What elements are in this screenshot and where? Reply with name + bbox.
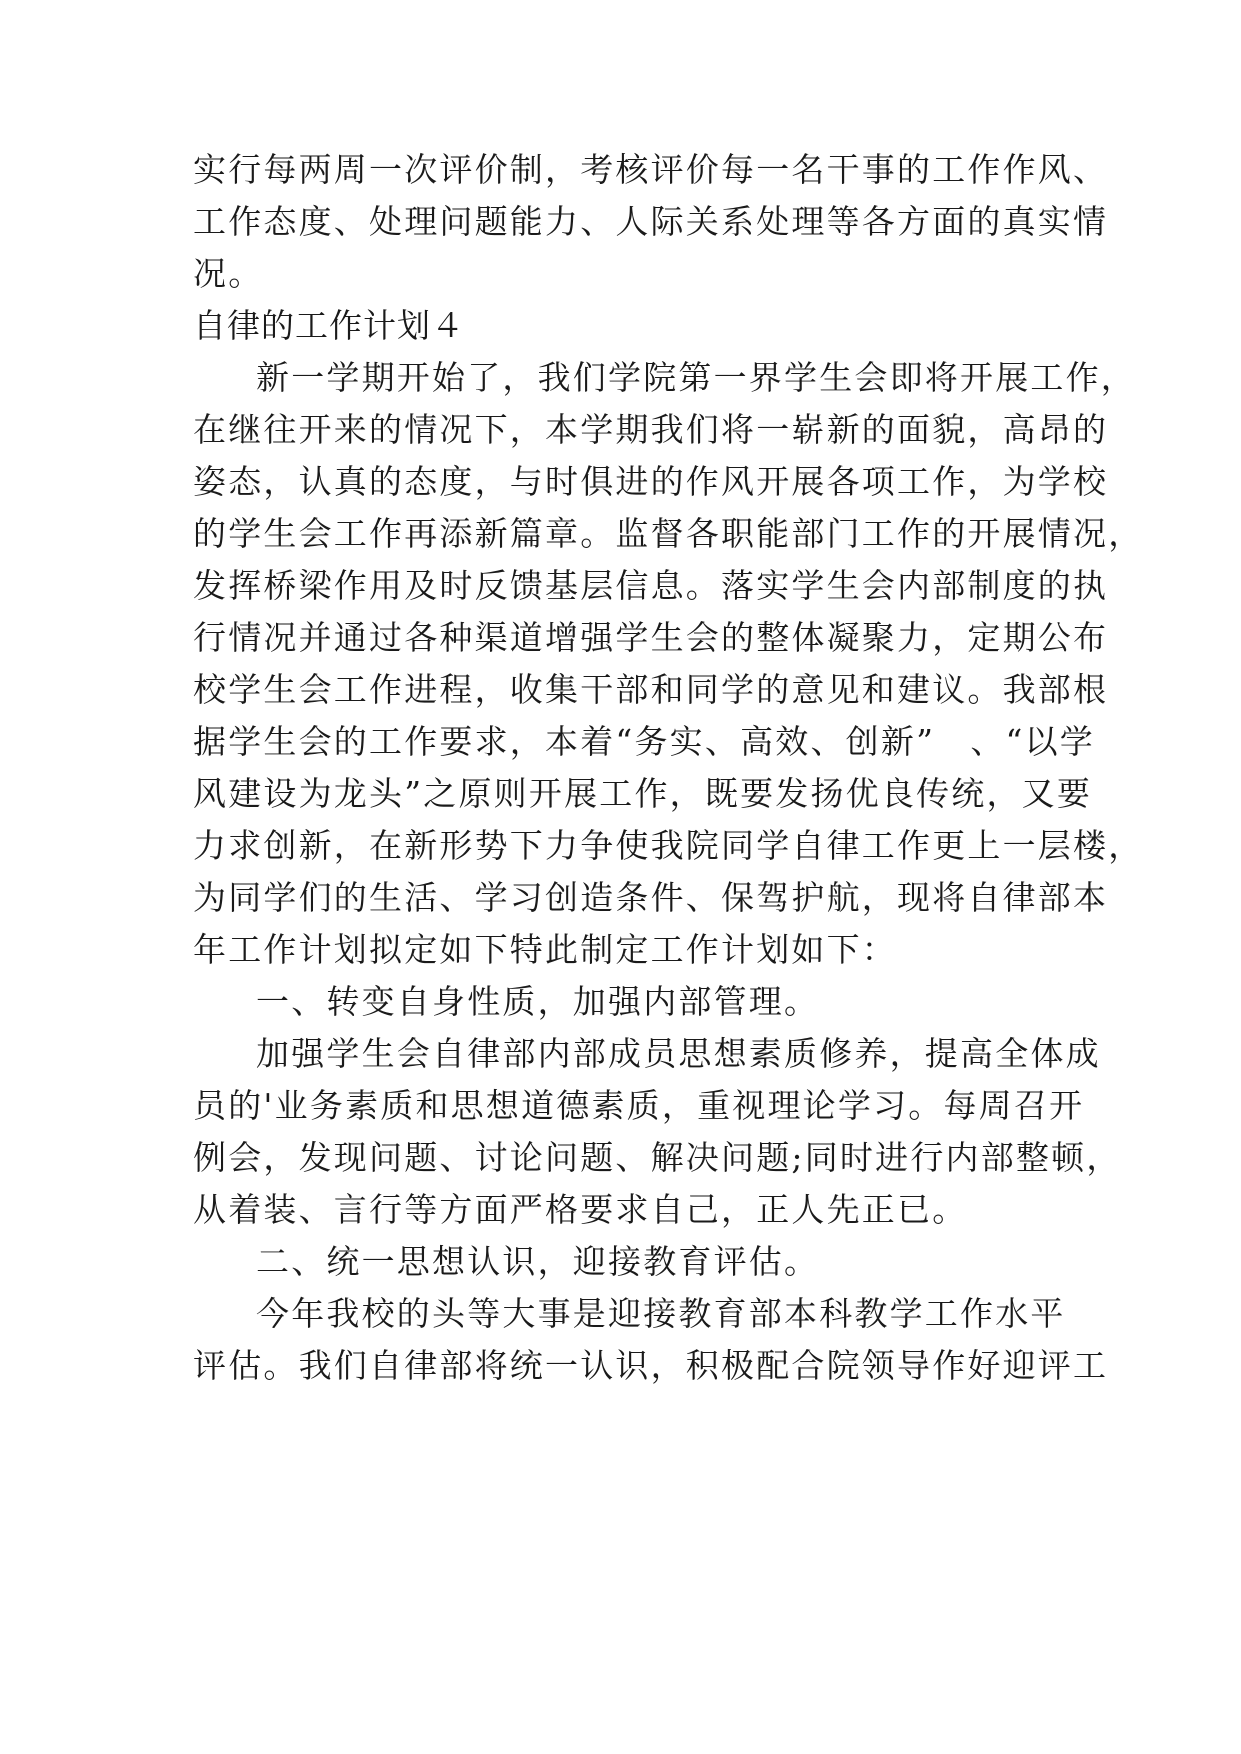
text-line: 为同学们的生活、学习创造条件、保驾护航，现将自律部本: [193, 878, 1109, 917]
text-line: 风建设为龙头”之原则开展工作，既要发扬优良传统，又要: [193, 774, 1093, 813]
text-line: 校学生会工作进程，收集干部和同学的意见和建议。我部根: [193, 670, 1109, 709]
text-line: 实行每两周一次评价制，考核评价每一名干事的工作作风、: [193, 150, 1109, 189]
text-line: 员的'业务素质和思想道德素质，重视理论学习。每周召开: [193, 1086, 1085, 1125]
text-line: 力求创新，在新形势下力争使我院同学自律工作更上一层楼，: [193, 826, 1144, 865]
text-line: 年工作计划拟定如下特此制定工作计划如下：: [193, 930, 897, 969]
subheading: 一、转变自身性质，加强内部管理。: [256, 982, 820, 1021]
subheading: 二、统一思想认识，迎接教育评估。: [256, 1242, 820, 1281]
text-line: 工作态度、处理问题能力、人际关系处理等各方面的真实情: [193, 202, 1109, 241]
text-line: 在继往开来的情况下，本学期我们将一崭新的面貌，高昂的: [193, 410, 1109, 449]
text-line: 况。: [193, 254, 264, 293]
text-line: 据学生会的工作要求，本着“务实、高效、创新” 、“以学: [193, 722, 1096, 761]
text-line: 发挥桥梁作用及时反馈基层信息。落实学生会内部制度的执: [193, 566, 1109, 605]
text-line: 行情况并通过各种渠道增强学生会的整体凝聚力，定期公布: [193, 618, 1109, 657]
section-heading: 自律的工作计划４: [193, 306, 465, 345]
text-line: 姿态，认真的态度，与时俱进的作风开展各项工作，为学校: [193, 462, 1109, 501]
text-line: 的学生会工作再添新篇章。监督各职能部门工作的开展情况，: [193, 514, 1144, 553]
text-line: 新一学期开始了，我们学院第一界学生会即将开展工作，: [256, 358, 1136, 397]
text-line: 评估。我们自律部将统一认识，积极配合院领导作好迎评工: [193, 1346, 1109, 1385]
text-line: 例会，发现问题、讨论问题、解决问题;同时进行内部整顿，: [193, 1138, 1122, 1177]
text-line: 从着装、言行等方面严格要求自己，正人先正已。: [193, 1190, 968, 1229]
text-line: 今年我校的头等大事是迎接教育部本科教学工作水平: [256, 1294, 1066, 1333]
text-line: 加强学生会自律部内部成员思想素质修养，提高全体成: [256, 1034, 1101, 1073]
